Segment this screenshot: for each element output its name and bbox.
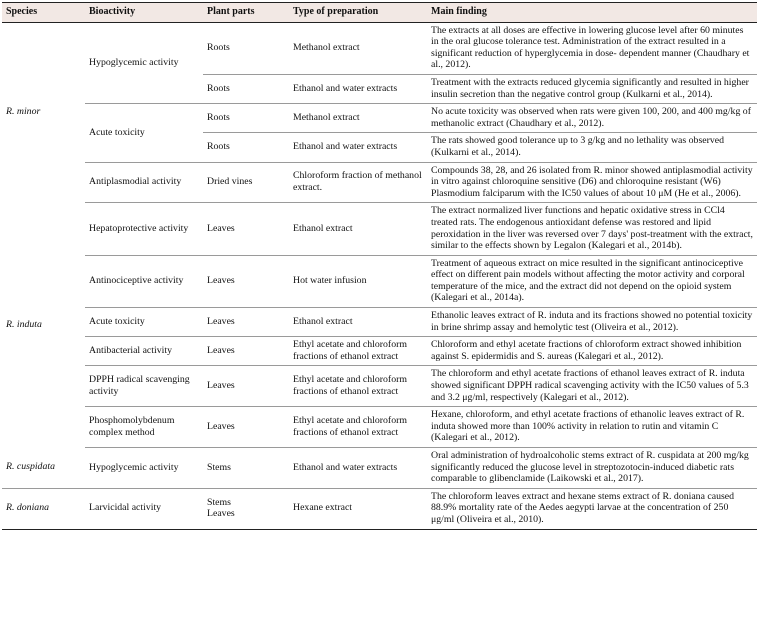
species-cell: R. doniana bbox=[2, 488, 85, 529]
table-row bbox=[2, 162, 757, 203]
table-row bbox=[2, 308, 757, 337]
plant-part-cell: Roots bbox=[203, 104, 289, 133]
bioactivity-cell: Hypoglycemic activity bbox=[85, 22, 203, 104]
plant-part-cell: Dried vines bbox=[203, 162, 289, 203]
finding-cell: Treatment of aqueous extract on mice resulted in the significant antinociceptive effect on different pain models without affecting the motor activity and corporal temperature of the mice, and the extract did not depend on the opioid system (Kalegari et al., 2014a). bbox=[427, 255, 757, 307]
bioactivity-cell: Antiplasmodial activity bbox=[85, 162, 203, 203]
plant-part-stems: Stems bbox=[207, 496, 231, 508]
preparation-cell: Hexane extract bbox=[289, 488, 427, 529]
bioactivity-cell: Acute toxicity bbox=[85, 104, 203, 162]
plant-part-cell: Leaves bbox=[203, 203, 289, 255]
table-row bbox=[2, 255, 757, 307]
table-row bbox=[2, 203, 757, 255]
plant-part-cell: Roots bbox=[203, 133, 289, 162]
preparation-cell: Ethanol extract bbox=[289, 203, 427, 255]
table-row bbox=[2, 22, 757, 74]
plant-part-cell: Stems bbox=[203, 448, 289, 489]
table-row bbox=[2, 488, 757, 529]
plant-part-cell: Leaves bbox=[203, 337, 289, 366]
finding-cell: The extract normalized liver functions and hepatic oxidative stress in CCl4 treated rats. The endogenous antioxidant defense was restored and lipid peroxidation in the liver was reversed over 7 days' post-treatment with the extract, similar to the effects shown by Legalon (Kalegari et al., 2014b). bbox=[427, 203, 757, 255]
preparation-cell: Chloroform fraction of methanol extract. bbox=[289, 162, 427, 203]
preparation-cell: Hot water infusion bbox=[289, 255, 427, 307]
header-bioactivity: Bioactivity bbox=[85, 3, 203, 23]
preparation-cell: Ethanol extract bbox=[289, 308, 427, 337]
finding-cell: No acute toxicity was observed when rats were given 100, 200, and 400 mg/kg of methanolic extract (Chaudhary et al., 2012). bbox=[427, 104, 757, 133]
species-cell: R. induta bbox=[6, 318, 42, 330]
bioactivity-cell: Antibacterial activity bbox=[85, 337, 203, 366]
plant-part-leaves: Leaves bbox=[207, 508, 235, 520]
plant-part-cell: Leaves bbox=[203, 255, 289, 307]
finding-text: The extracts at all doses are effective in lowering glucose level after 60 minutes in the oral glucose tolerance test. Administration of the extract resulted in a significant reduction of hyperglycemia in dose- dependent manner (Chaudhary et al., 2012). bbox=[431, 24, 750, 71]
bioactivity-cell: Acute toxicity bbox=[85, 308, 203, 337]
finding-cell: The rats showed good tolerance up to 3 g/kg and no lethality was observed (Kulkarni et al., 2014). bbox=[427, 133, 757, 162]
preparation-cell: Ethyl acetate and chloroform fractions of ethanol extract bbox=[289, 407, 427, 448]
plant-part-cell: Leaves bbox=[203, 407, 289, 448]
bioactivity-cell: Hepatoprotective activity bbox=[85, 203, 203, 255]
table-row bbox=[2, 366, 757, 407]
plant-part-cell: Leaves bbox=[203, 308, 289, 337]
preparation-cell: Ethyl acetate and chloroform fractions of ethanol extract bbox=[289, 366, 427, 407]
header-row bbox=[2, 3, 757, 23]
plant-part-cell: Roots bbox=[203, 22, 289, 74]
preparation-cell: Methanol extract bbox=[289, 104, 427, 133]
header-preparation: Type of preparation bbox=[289, 3, 427, 23]
preparation-cell: Ethanol and water extracts bbox=[289, 448, 427, 489]
table-row bbox=[2, 407, 757, 448]
bioactivity-cell: Phosphomolybdenum complex method bbox=[85, 407, 203, 448]
bioactivity-cell: Antinociceptive activity bbox=[85, 255, 203, 307]
table-row bbox=[2, 104, 757, 133]
finding-cell: The chloroform and ethyl acetate fractions of ethanol leaves extract of R. induta showed significant DPPH radical scavenging activity with the IC50 values of 5.3 and 3.2 μg/ml, respectively (Kalegari et al., 2012). bbox=[427, 366, 757, 407]
table-row bbox=[2, 337, 757, 366]
bioactivity-cell: DPPH radical scavenging activity bbox=[85, 366, 203, 407]
finding-cell: The chloroform leaves extract and hexane stems extract of R. doniana caused 88.9% mortality rate of the Aedes aegypti larvae at the concentration of 250 μg/ml (Oliveira et al., 2010). bbox=[427, 488, 757, 529]
header-main-finding: Main finding bbox=[427, 3, 757, 23]
finding-cell: Compounds 38, 28, and 26 isolated from R. minor showed antiplasmodial activity in vitro against chloroquine sensitive (D6) and chloroquine resistant (W6) Plasmodium falciparum with the IC50 values of about 10 μM (He et al., 2006). bbox=[427, 162, 757, 203]
table-row bbox=[2, 448, 757, 489]
header-plant-parts: Plant parts bbox=[203, 3, 289, 23]
header-species: Species bbox=[2, 3, 85, 23]
species-cell: R. minor bbox=[6, 106, 41, 118]
finding-cell: Chloroform and ethyl acetate fractions of chloroform extract showed inhibition against S. epidermidis and S. aureas (Kalegari et al., 2012). bbox=[427, 337, 757, 366]
finding-cell: Oral administration of hydroalcoholic stems extract of R. cuspidata at 200 mg/kg significantly reduced the glucose level in streptozotocin-induced diabetic rats comparable to glibenclamide (Laikowski et al., 2017). bbox=[427, 448, 757, 489]
plant-part-cell: Leaves bbox=[203, 366, 289, 407]
preparation-cell: Ethyl acetate and chloroform fractions of ethanol extract bbox=[289, 337, 427, 366]
preparation-cell: Ethanol and water extracts bbox=[289, 133, 427, 162]
finding-cell: Hexane, chloroform, and ethyl acetate fractions of ethanolic leaves extract of R. induta showed more than 100% activity in relation to rutin and vitamin C (Kalegari et al., 2012). bbox=[427, 407, 757, 448]
bioactivity-cell: Larvicidal activity bbox=[85, 488, 203, 529]
finding-cell: Treatment with the extracts reduced glycemia significantly and resulted in higher insulin secretion than the negative control group (Kulkarni et al., 2014). bbox=[427, 74, 757, 103]
preparation-cell: Methanol extract bbox=[289, 22, 427, 74]
species-cell: R. cuspidata bbox=[2, 448, 85, 489]
finding-cell: Ethanolic leaves extract of R. induta and its fractions showed no potential toxicity in brine shrimp assay and hemolytic test (Oliveira et al., 2012). bbox=[427, 308, 757, 337]
plant-part-cell bbox=[203, 488, 289, 529]
plant-part-cell: Roots bbox=[203, 74, 289, 103]
preparation-cell: Ethanol and water extracts bbox=[289, 74, 427, 103]
bioactivity-cell: Hypoglycemic activity bbox=[85, 448, 203, 489]
bioactivity-table bbox=[2, 2, 757, 530]
finding-cell bbox=[427, 22, 757, 74]
